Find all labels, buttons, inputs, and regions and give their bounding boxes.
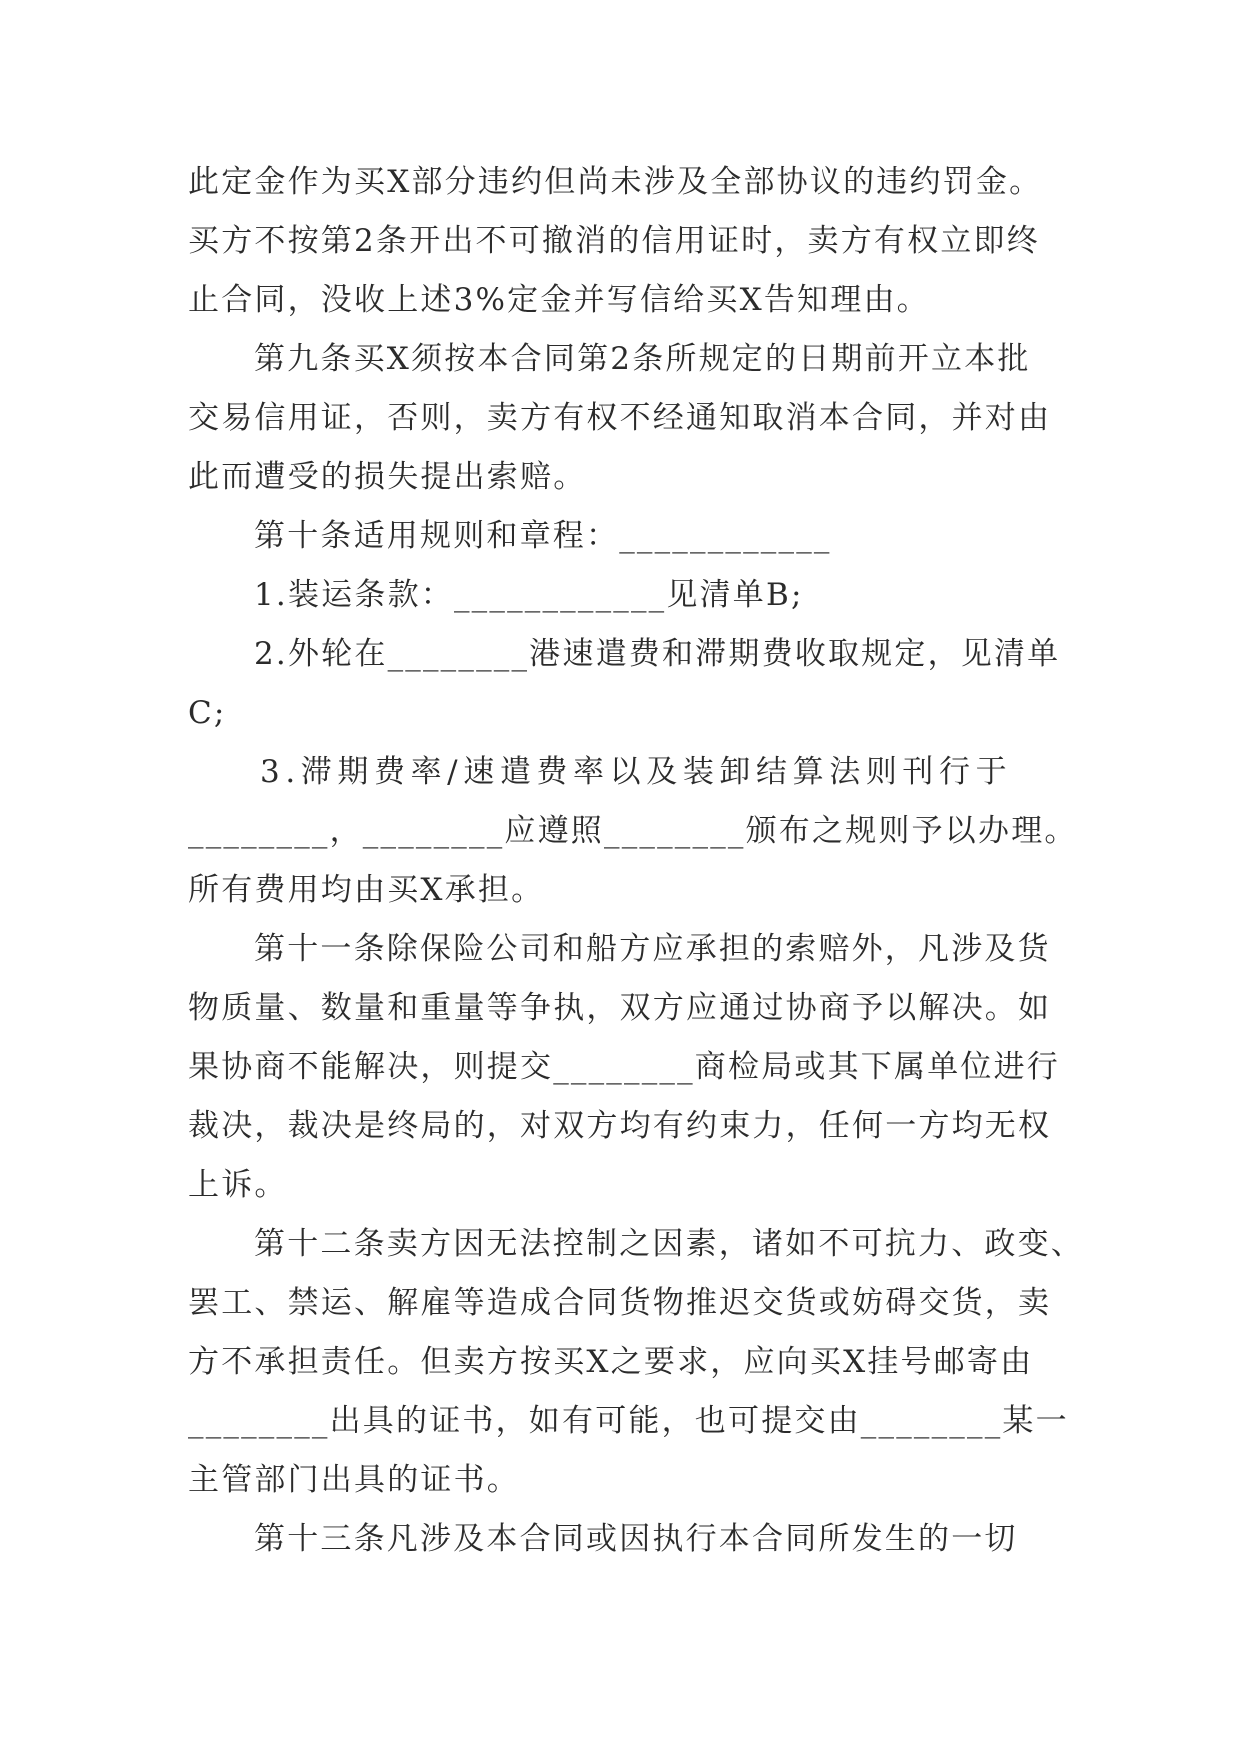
text-line: 上诉。	[188, 1167, 288, 1203]
text-line: 主管部门出具的证书。	[188, 1462, 520, 1498]
text-line: 物质量、数量和重量等争执，双方应通过协商予以解决。如	[188, 990, 1052, 1026]
text-line: 买方不按第2条开出不可撤消的信用证时，卖方有权立即终	[188, 223, 1040, 259]
text-line: 此而遭受的损失提出索赔。	[188, 459, 587, 495]
list-item-3: 3.滞期费率/速遣费率以及装卸结算法则刊行于	[260, 754, 1013, 790]
text-line: ________出具的证书，如有可能，也可提交由________某一	[188, 1403, 1069, 1439]
text-line: ________，________应遵照________颁布之规则予以办理。	[188, 813, 1078, 849]
text-line: 方不承担责任。但卖方按买X之要求，应向买X挂号邮寄由	[188, 1344, 1034, 1380]
article-11-heading-line: 第十一条除保险公司和船方应承担的索赔外，凡涉及货	[254, 931, 1051, 967]
text-line: C;	[188, 695, 227, 731]
text-line: 所有费用均由买X承担。	[188, 872, 545, 908]
text-line: 罢工、禁运、解雇等造成合同货物推迟交货或妨碍交货，卖	[188, 1285, 1052, 1321]
list-item-2: 2.外轮在________港速遣费和滞期费收取规定，见清单	[254, 636, 1061, 672]
text-line: 此定金作为买X部分违约但尚未涉及全部协议的违约罚金。	[188, 164, 1043, 200]
text-line: 裁决，裁决是终局的，对双方均有约束力，任何一方均无权	[188, 1108, 1052, 1144]
article-12-heading-line: 第十二条卖方因无法控制之因素，诸如不可抗力、政变、	[254, 1226, 1084, 1262]
article-9-heading-line: 第九条买X须按本合同第2条所规定的日期前开立本批	[254, 341, 1031, 377]
text-line: 止合同，没收上述3%定金并写信给买X告知理由。	[188, 282, 930, 318]
text-line: 交易信用证，否则，卖方有权不经通知取消本合同，并对由	[188, 400, 1052, 436]
article-13-heading-line: 第十三条凡涉及本合同或因执行本合同所发生的一切	[254, 1521, 1018, 1557]
document-body	[188, 153, 1084, 1569]
text-line: 果协商不能解决，则提交________商检局或其下属单位进行	[188, 1049, 1060, 1085]
article-10-heading-line: 第十条适用规则和章程：____________	[254, 518, 832, 554]
list-item-1: 1.装运条款：____________见清单B;	[254, 577, 804, 613]
